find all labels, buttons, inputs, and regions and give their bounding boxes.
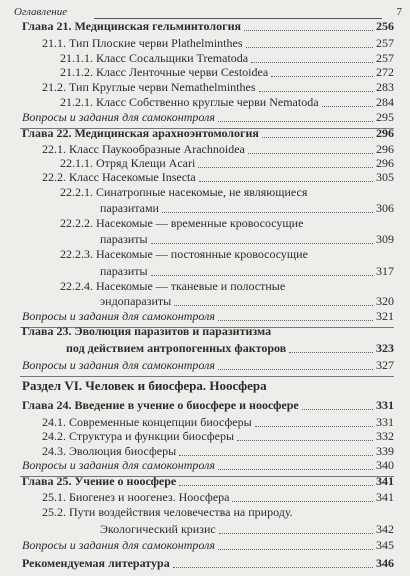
toc-entry-page: 295 bbox=[376, 110, 394, 124]
toc-entry-title: Вопросы и задания для самоконтроля bbox=[22, 358, 215, 372]
toc-entry-page: 296 bbox=[376, 126, 394, 140]
toc-entry bbox=[0, 521, 410, 537]
toc-entry bbox=[0, 357, 410, 373]
toc-entry-title: Вопросы и задания для самоконтроля bbox=[22, 458, 215, 472]
toc-entry bbox=[0, 340, 410, 356]
leader-dots bbox=[248, 153, 373, 154]
running-title: Оглавление bbox=[14, 6, 68, 18]
toc-entry-page: 331 bbox=[376, 415, 394, 429]
toc-entry-title: 24.1. Современные концепции биосферы bbox=[42, 415, 252, 429]
toc-entry-title: под действием антропогенных факторов bbox=[66, 341, 287, 355]
leader-dots bbox=[237, 440, 373, 441]
toc-entry bbox=[0, 489, 410, 505]
toc-entry-title: 21.2.1. Класс Собственно круглые черви Nematoda bbox=[60, 95, 319, 109]
toc-entry-page: 272 bbox=[376, 65, 394, 79]
toc-entry bbox=[0, 246, 410, 262]
toc-entry bbox=[0, 323, 410, 339]
toc-entry bbox=[0, 293, 410, 309]
toc-entry-title: паразиты bbox=[100, 264, 148, 278]
leader-dots bbox=[255, 426, 373, 427]
toc-entry bbox=[0, 397, 410, 413]
toc-entry-title: 22.1. Класс Паукообразные Arachnoidea bbox=[42, 142, 245, 156]
toc-entry bbox=[0, 79, 410, 95]
toc-entry-title: 22.2.1. Синатропные насекомые, не являющиеся bbox=[60, 185, 308, 199]
toc-entry bbox=[0, 64, 410, 80]
toc-entry-title: паразитами bbox=[100, 201, 159, 215]
toc-entry bbox=[0, 504, 410, 520]
toc-entry bbox=[0, 457, 410, 473]
leader-dots bbox=[289, 352, 373, 353]
toc-entry-page: 257 bbox=[376, 51, 394, 65]
toc-entry bbox=[0, 200, 410, 216]
toc-entry bbox=[0, 184, 410, 200]
toc-entry bbox=[0, 125, 410, 141]
toc-entry bbox=[0, 94, 410, 110]
toc-entry-page: 323 bbox=[376, 341, 394, 355]
toc-entry-title: 22.2.3. Насекомые — постоянные кровососущие bbox=[60, 247, 308, 261]
toc-entry-title: 21.1. Тип Плоские черви Plathelminthes bbox=[42, 36, 243, 50]
toc-entry-page: 309 bbox=[376, 232, 394, 246]
leader-dots bbox=[251, 62, 373, 63]
toc-entry-title: 25.1. Биогенез и ноогенез. Ноосфера bbox=[42, 490, 230, 504]
toc-entry-title: 24.3. Эволюция биосферы bbox=[42, 444, 177, 458]
toc-entry-page: 332 bbox=[376, 429, 394, 443]
leader-dots bbox=[244, 30, 373, 31]
leader-dots bbox=[259, 91, 373, 92]
leader-dots bbox=[246, 47, 373, 48]
toc-entry-page: 320 bbox=[376, 294, 394, 308]
toc-entry-page: 345 bbox=[376, 538, 394, 552]
leader-dots bbox=[151, 243, 373, 244]
toc-entry-page: 341 bbox=[376, 490, 394, 504]
toc-entry bbox=[0, 378, 410, 394]
toc-entry-title: 22.2.2. Насекомые — временные кровососущие bbox=[60, 216, 304, 230]
toc-entry-title: 21.1.1. Класс Сосальщики Trematoda bbox=[60, 51, 249, 65]
toc-entry-page: 305 bbox=[376, 170, 394, 184]
leader-dots bbox=[218, 121, 373, 122]
leader-dots bbox=[198, 167, 373, 168]
toc-entry bbox=[0, 231, 410, 247]
toc-entry-page: 284 bbox=[376, 95, 394, 109]
toc-entry-title: Вопросы и задания для самоконтроля bbox=[22, 309, 215, 323]
toc-entry bbox=[0, 537, 410, 553]
leader-dots bbox=[271, 76, 373, 77]
toc-entry-title: Глава 24. Введение в учение о биосфере и ноосфере bbox=[22, 398, 299, 412]
toc-entry-page: 341 bbox=[376, 474, 394, 488]
toc-entry-title: 22.1.1. Отряд Клещи Acari bbox=[60, 156, 196, 170]
toc-entry-page: 283 bbox=[376, 80, 394, 94]
toc-entry-title: 21.2. Тип Круглые черви Nemathelminthes bbox=[42, 80, 256, 94]
toc-entry-page: 342 bbox=[376, 522, 394, 536]
leader-dots bbox=[199, 181, 373, 182]
toc-entry-page: 340 bbox=[376, 458, 394, 472]
toc-entry-page: 339 bbox=[376, 444, 394, 458]
toc-entry bbox=[0, 473, 410, 489]
toc-entry-title: Экологический кризис bbox=[100, 522, 216, 536]
toc-entry-title: Глава 22. Медицинская арахноэнтомология bbox=[22, 126, 259, 140]
toc-entry-page: 296 bbox=[376, 142, 394, 156]
toc-entry-title: Вопросы и задания для самоконтроля bbox=[22, 538, 215, 552]
toc-entry-title: Глава 25. Учение о ноосфере bbox=[22, 474, 177, 488]
leader-dots bbox=[218, 320, 373, 321]
leader-dots bbox=[262, 137, 373, 138]
leader-dots bbox=[179, 455, 373, 456]
toc-entry-title: Глава 23. Эволюция паразитов и паразитизма bbox=[22, 324, 272, 338]
toc-entry bbox=[0, 308, 410, 324]
toc-entry-page: 257 bbox=[376, 36, 394, 50]
toc-entry-page: 317 bbox=[376, 264, 394, 278]
leader-dots bbox=[174, 305, 373, 306]
toc-entry-title: 22.2. Класс Насекомые Insecta bbox=[42, 170, 196, 184]
leader-dots bbox=[162, 212, 373, 213]
leader-dots bbox=[218, 549, 373, 550]
toc-entry-title: 22.2.4. Насекомые — тканевые и полостные bbox=[60, 279, 286, 293]
toc-entry bbox=[0, 169, 410, 185]
toc-entry-page: 346 bbox=[376, 556, 394, 570]
leader-dots bbox=[302, 409, 373, 410]
toc-entry bbox=[0, 428, 410, 444]
leader-dots bbox=[218, 369, 373, 370]
toc-entry-title: паразиты bbox=[100, 232, 148, 246]
toc-entry-title: 25.2. Пути воздействия человечества на природу. bbox=[42, 505, 293, 519]
section-divider bbox=[20, 376, 394, 377]
toc-entry-title: 24.2. Структура и функции биосферы bbox=[42, 429, 235, 443]
leader-dots bbox=[219, 533, 373, 534]
toc-entry-title: эндопаразиты bbox=[100, 294, 172, 308]
toc-entry-title: 21.1.2. Класс Ленточные черви Cestoidea bbox=[60, 65, 269, 79]
toc-entry-page: 327 bbox=[376, 358, 394, 372]
leader-dots bbox=[151, 275, 373, 276]
leader-dots bbox=[179, 485, 373, 486]
leader-dots bbox=[322, 106, 373, 107]
toc-entry-page: 331 bbox=[376, 398, 394, 412]
toc-entry-page: 256 bbox=[376, 19, 394, 33]
toc-entry-page: 306 bbox=[376, 201, 394, 215]
toc-entry bbox=[0, 215, 410, 231]
page-number: 7 bbox=[396, 6, 402, 18]
toc-entry bbox=[0, 35, 410, 51]
toc-entry-title: Раздел VI. Человек и биосфера. Ноосфера bbox=[22, 378, 267, 393]
leader-dots bbox=[218, 469, 373, 470]
toc-entry bbox=[0, 263, 410, 279]
toc-entry-page: 296 bbox=[376, 156, 394, 170]
leader-dots bbox=[173, 567, 373, 568]
toc-entry bbox=[0, 109, 410, 125]
toc-entry-page: 321 bbox=[376, 309, 394, 323]
toc-entry-title: Глава 21. Медицинская гельминтология bbox=[22, 19, 241, 33]
toc-entry-title: Рекомендуемая литература bbox=[22, 556, 170, 570]
leader-dots bbox=[232, 501, 373, 502]
toc-entry bbox=[0, 278, 410, 294]
toc-entry bbox=[0, 555, 410, 571]
toc-entry bbox=[0, 18, 410, 34]
toc-entry-title: Вопросы и задания для самоконтроля bbox=[22, 110, 215, 124]
